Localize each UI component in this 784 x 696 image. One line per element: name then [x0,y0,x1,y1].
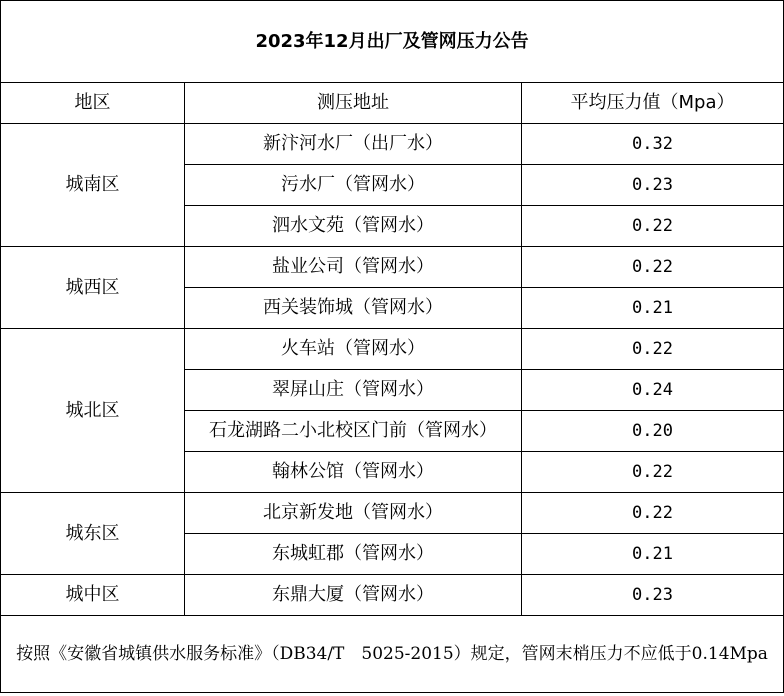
standard-note: 按照《安徽省城镇供水服务标准》（DB34/T 5025-2015）规定，管网末梢压力不应低于0.14Mpa [1,616,784,693]
pressure-cell: 0.21 [522,534,784,575]
location-cell: 东城虹郡（管网水） [185,534,522,575]
pressure-cell: 0.22 [522,329,784,370]
location-cell: 东鼎大厦（管网水） [185,575,522,616]
table-row [1,329,784,370]
location-cell: 翠屏山庄（管网水） [185,370,522,411]
district-cell: 城南区 [1,124,185,247]
table-row [1,124,784,165]
pressure-cell: 0.24 [522,370,784,411]
header-pressure: 平均压力值（Mpa） [522,83,784,124]
location-cell: 西关装饰城（管网水） [185,288,522,329]
location-cell: 盐业公司（管网水） [185,247,522,288]
table-row [1,493,784,534]
location-cell: 火车站（管网水） [185,329,522,370]
pressure-cell: 0.22 [522,247,784,288]
header-district: 地区 [1,83,185,124]
location-cell: 翰林公馆（管网水） [185,452,522,493]
location-cell: 石龙湖路二小北校区门前（管网水） [185,411,522,452]
pressure-cell: 0.22 [522,206,784,247]
location-cell: 新汴河水厂（出厂水） [185,124,522,165]
location-cell: 北京新发地（管网水） [185,493,522,534]
pressure-cell: 0.20 [522,411,784,452]
location-cell: 泗水文苑（管网水） [185,206,522,247]
header-location: 测压地址 [185,83,522,124]
district-cell: 城北区 [1,329,185,493]
pressure-cell: 0.23 [522,575,784,616]
pressure-cell: 0.23 [522,165,784,206]
pressure-cell: 0.22 [522,452,784,493]
district-cell: 城中区 [1,575,185,616]
table-row [1,247,784,288]
district-cell: 城东区 [1,493,185,575]
pressure-cell: 0.21 [522,288,784,329]
district-cell: 城西区 [1,247,185,329]
pressure-cell: 0.22 [522,493,784,534]
table-row [1,575,784,616]
location-cell: 污水厂（管网水） [185,165,522,206]
table-title: 2023年12月出厂及管网压力公告 [1,1,784,83]
pressure-cell: 0.32 [522,124,784,165]
